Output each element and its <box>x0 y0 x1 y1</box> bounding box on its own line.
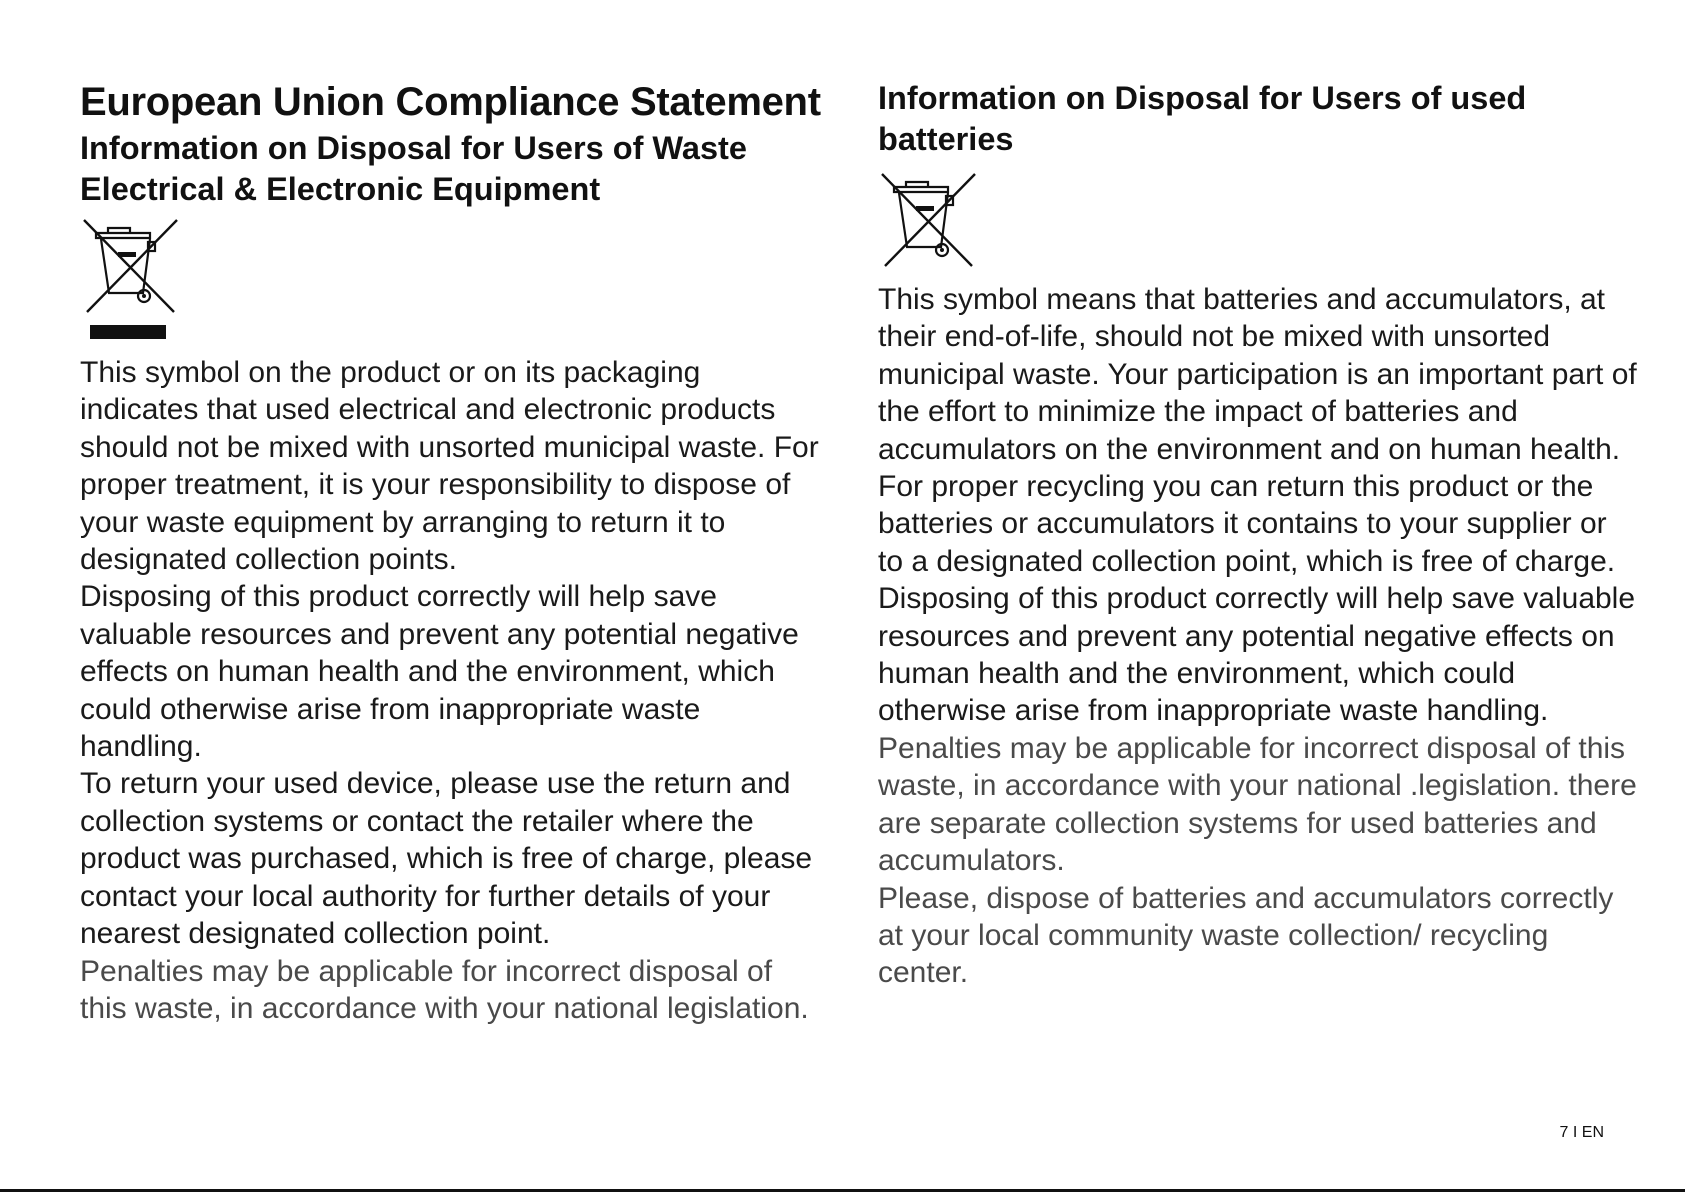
page-title: European Union Compliance Statement <box>80 80 821 124</box>
weee-paragraph: Penalties may be applicable for incorrect disposal of this waste, in accordance with your national legislation. <box>80 954 809 1025</box>
page-number: 7 I EN <box>1559 1124 1604 1141</box>
separate-collection-bar <box>90 325 166 339</box>
batteries-body <box>878 281 1638 992</box>
crossed-out-wheelie-bin-icon <box>878 172 978 272</box>
batteries-paragraph: Penalties may be applicable for incorrect disposal of this waste, in accordance with your national .legislation. there are separate collection systems for used batteries and accumulators. <box>878 731 1637 878</box>
weee-heading: Information on Disposal for Users of Waste Electrical & Electronic Equipment <box>80 130 747 207</box>
weee-paragraph: To return your used device, please use the return and collection systems or contact the retailer where the product was purchased, which is free of charge, please contact your local authority for further details of your nearest designated collection point. <box>80 767 813 951</box>
batteries-paragraph: Disposing of this product correctly will help save valuable resources and prevent any potential negative effects on human health and the environment, which could otherwise arise from inappropriate waste handling. <box>878 582 1636 728</box>
crossed-out-wheelie-bin-icon <box>80 218 180 318</box>
weee-body <box>80 354 820 1027</box>
batteries-heading: Information on Disposal for Users of used batteries <box>878 80 1527 157</box>
weee-paragraph: Disposing of this product correctly will help save valuable resources and prevent any potential negative effects on human health and the environment, which could otherwise arise from inappropriate waste handling. <box>80 580 799 764</box>
weee-paragraph: This symbol on the product or on its packaging indicates that used electrical and electronic products should not be mixed with unsorted municipal waste. For proper treatment, it is your responsibility to dispose of your waste equipment by arranging to return it to designated collection points. <box>80 356 819 577</box>
batteries-paragraph: Please, dispose of batteries and accumulators correctly at your local community waste collection/ recycling center. <box>878 881 1614 990</box>
batteries-paragraph: This symbol means that batteries and accumulators, at their end-of-life, should not be mixed with unsorted municipal waste. Your participation is an important part of the effort to minimize the impact of batteries and accumulators on the environment and on human health. For proper recycling you can return this product or the batteries or accumulators it contains to your supplier or to a designated collection point, which is free of charge. <box>878 283 1637 578</box>
